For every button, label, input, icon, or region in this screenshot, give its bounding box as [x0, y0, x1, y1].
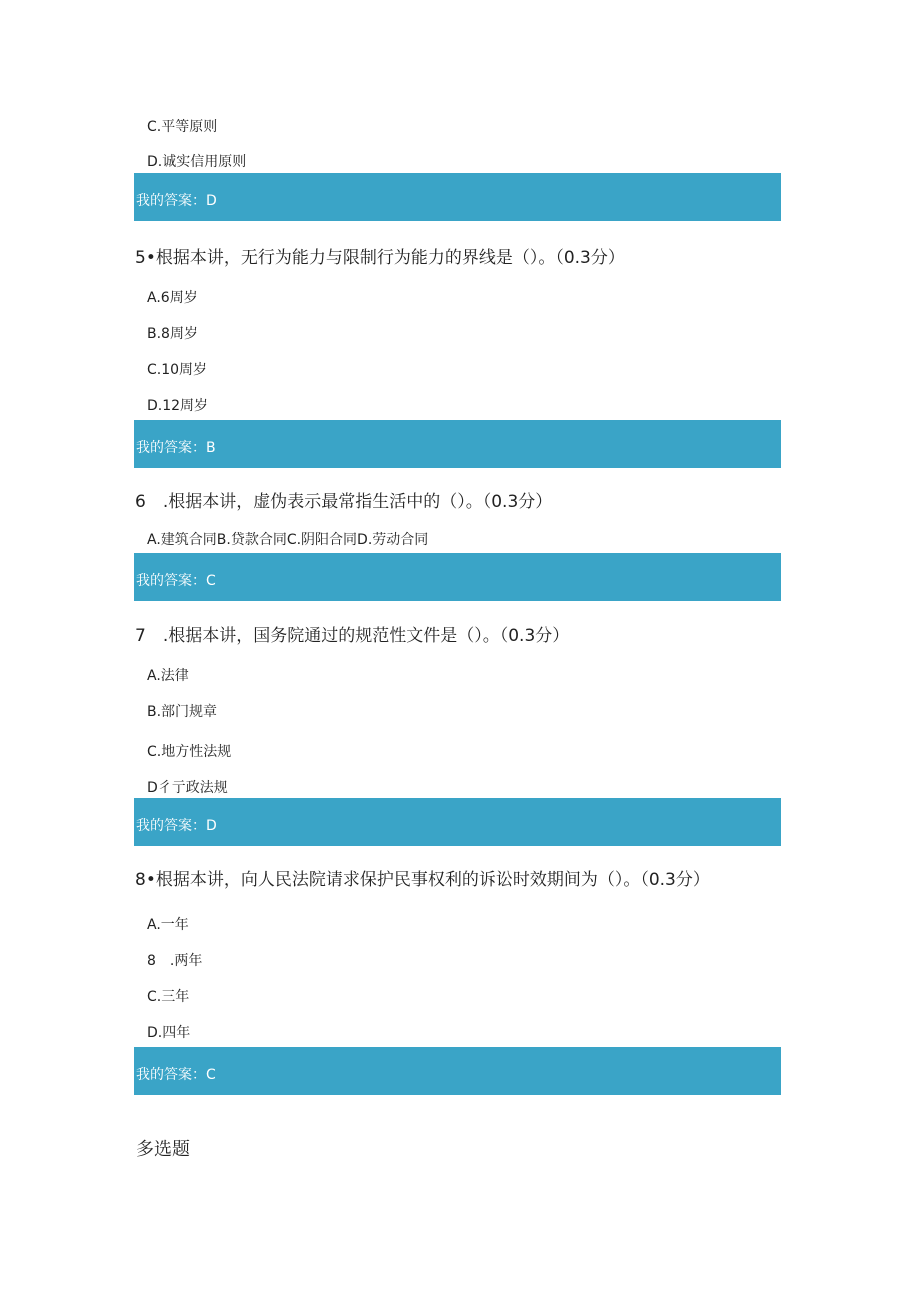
q4-option-c[interactable]: C.平等原则 [147, 119, 218, 135]
q7-question-title: 7 .根据本讲，国务院通过的规范性文件是（）。（0.3分） [135, 626, 570, 646]
q8-answer-text: 我的答案：C [136, 1067, 216, 1083]
q7-answer-bar [134, 798, 781, 846]
section-title-multiple-choice: 多选题 [136, 1139, 190, 1160]
q5-option-d[interactable]: D.12周岁 [147, 398, 209, 414]
q7-option-d[interactable]: D彳亍政法规 [147, 780, 228, 796]
q5-answer-bar [134, 420, 781, 468]
q5-option-a[interactable]: A.6周岁 [147, 290, 198, 306]
q5-option-b[interactable]: B.8周岁 [147, 326, 198, 342]
q6-question-title: 6 .根据本讲，虚伪表示最常指生活中的（）。（0.3分） [135, 492, 553, 512]
q8-option-d[interactable]: D.四年 [147, 1025, 191, 1041]
q7-option-c[interactable]: C.地方性法规 [147, 744, 232, 760]
q4-answer-bar [134, 173, 781, 221]
q7-option-b[interactable]: B.部门规章 [147, 704, 218, 720]
q6-answer-text: 我的答案：C [136, 573, 216, 589]
q4-option-d[interactable]: D.诚实信用原则 [147, 154, 247, 170]
q5-option-c[interactable]: C.10周岁 [147, 362, 208, 378]
q8-option-c[interactable]: C.三年 [147, 989, 190, 1005]
q7-option-a[interactable]: A.法律 [147, 668, 189, 684]
q8-option-a[interactable]: A.一年 [147, 917, 189, 933]
q6-answer-bar [134, 553, 781, 601]
q8-question-title: 8•根据本讲，向人民法院请求保护民事权利的诉讼时效期间为（）。（0.3分） [135, 870, 710, 890]
q7-answer-text: 我的答案：D [136, 818, 217, 834]
q8-option-b[interactable]: 8 .两年 [147, 953, 203, 969]
q8-answer-bar [134, 1047, 781, 1095]
q5-question-title: 5•根据本讲，无行为能力与限制行为能力的界线是（）。（0.3分） [135, 248, 625, 268]
q4-answer-text: 我的答案：D [136, 193, 217, 209]
q6-options-inline[interactable]: A.建筑合同B.贷款合同C.阴阳合同D.劳动合同 [147, 532, 429, 548]
q5-answer-text: 我的答案：B [136, 440, 216, 456]
